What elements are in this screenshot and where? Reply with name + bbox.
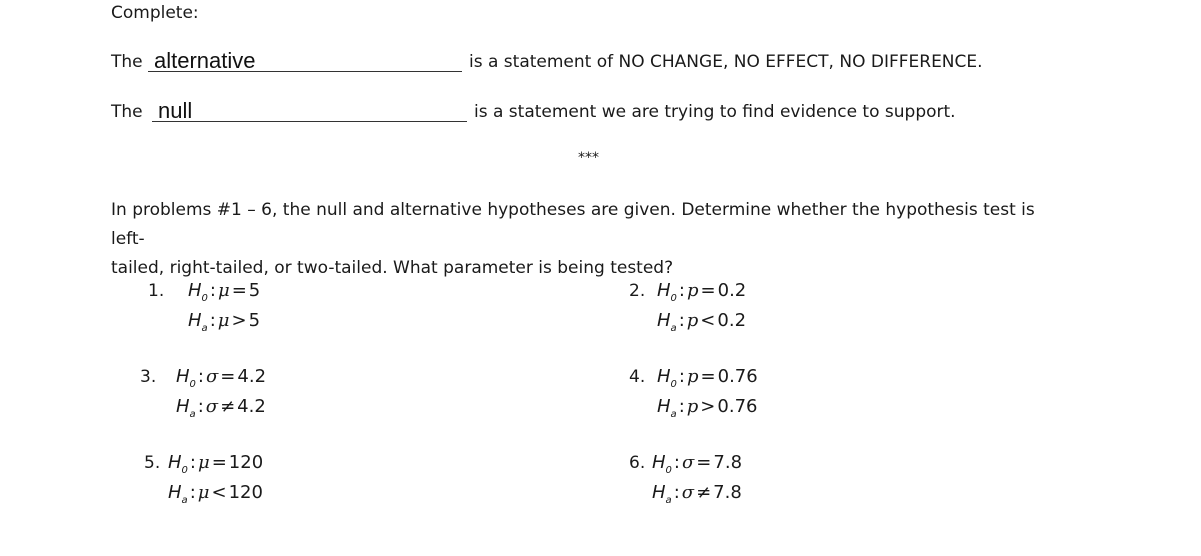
fill-in-2-suffix: is a statement we are trying to find evidence to support. — [474, 102, 956, 122]
parameter-symbol: p — [686, 396, 699, 417]
hypothesis-value: 5 — [248, 310, 261, 331]
colon: : — [673, 452, 680, 473]
problem-3-number: 3. — [140, 367, 157, 387]
hypothesis-value: 0.76 — [717, 396, 758, 417]
hypothesis-subscript: 0 — [201, 293, 208, 304]
relation-operator: < — [211, 482, 227, 503]
parameter-symbol: μ — [198, 452, 210, 473]
hypothesis-value: 120 — [228, 482, 263, 503]
problem-5-number: 5. — [144, 453, 161, 473]
fill-in-1-suffix: is a statement of NO CHANGE, NO EFFECT, NO DIFFERENCE. — [469, 52, 983, 72]
parameter-symbol: p — [687, 366, 699, 387]
parameter-symbol: μ — [197, 482, 210, 503]
hypothesis-symbol: H — [652, 482, 666, 503]
hypothesis-subscript: 0 — [181, 465, 188, 476]
colon: : — [189, 452, 196, 473]
problem-1-number: 1. — [148, 281, 165, 301]
problem-1-alt-hypothesis — [188, 312, 260, 334]
colon: : — [189, 482, 196, 503]
relation-operator: ≠ — [220, 396, 236, 417]
hypothesis-symbol: H — [176, 366, 190, 387]
relation-operator: < — [700, 310, 716, 331]
hypothesis-value: 0.76 — [717, 366, 758, 387]
heading: Complete: — [111, 3, 199, 23]
instructions-line-1: In problems #1 – 6, the null and alternative hypotheses are given. Determine whether the hypothesis test is left- — [111, 200, 1035, 249]
parameter-symbol: μ — [218, 280, 230, 301]
colon: : — [678, 396, 685, 417]
hypothesis-symbol: H — [657, 280, 671, 301]
hypothesis-subscript: a — [201, 323, 208, 334]
problem-6-alt-hypothesis — [652, 484, 742, 506]
relation-operator: = — [696, 452, 712, 473]
instructions — [111, 196, 1071, 283]
hypothesis-subscript: 0 — [670, 379, 677, 390]
colon: : — [673, 482, 680, 503]
parameter-symbol: σ — [206, 366, 219, 387]
separator: *** — [578, 150, 599, 166]
colon: : — [209, 310, 216, 331]
parameter-symbol: σ — [681, 482, 695, 503]
fill-in-1-prefix: The — [111, 52, 143, 72]
colon: : — [678, 280, 685, 301]
colon: : — [678, 310, 685, 331]
problem-4-alt-hypothesis — [657, 398, 757, 420]
hypothesis-symbol: H — [652, 452, 666, 473]
hypothesis-subscript: a — [665, 495, 672, 506]
hypothesis-subscript: 0 — [670, 293, 677, 304]
problem-2-null-hypothesis — [657, 282, 746, 304]
hypothesis-value: 7.8 — [713, 482, 742, 503]
hypothesis-symbol: H — [168, 482, 182, 503]
hypothesis-subscript: 0 — [665, 465, 672, 476]
hypothesis-symbol: H — [188, 310, 202, 331]
colon: : — [197, 366, 204, 387]
colon: : — [678, 366, 685, 387]
relation-operator: = — [700, 366, 716, 387]
relation-operator: ≠ — [696, 482, 712, 503]
problem-6-number: 6. — [629, 453, 646, 473]
relation-operator: = — [211, 452, 227, 473]
hypothesis-subscript: 0 — [189, 379, 196, 390]
fill-in-1-answer[interactable]: alternative — [148, 50, 462, 72]
problem-2-alt-hypothesis — [657, 312, 746, 334]
parameter-symbol: σ — [205, 396, 219, 417]
problem-4-null-hypothesis — [657, 368, 758, 390]
hypothesis-symbol: H — [657, 366, 671, 387]
relation-operator: > — [700, 396, 716, 417]
parameter-symbol: p — [687, 280, 699, 301]
hypothesis-subscript: a — [189, 409, 196, 420]
hypothesis-subscript: a — [181, 495, 188, 506]
fill-in-2-answer[interactable]: null — [152, 100, 467, 122]
colon: : — [209, 280, 216, 301]
parameter-symbol: p — [686, 310, 699, 331]
parameter-symbol: μ — [217, 310, 230, 331]
hypothesis-symbol: H — [657, 396, 671, 417]
relation-operator: = — [700, 280, 716, 301]
hypothesis-value: 0.2 — [717, 280, 747, 301]
hypothesis-value: 0.2 — [717, 310, 747, 331]
instructions-line-2: tailed, right-tailed, or two-tailed. What parameter is being tested? — [111, 258, 674, 278]
problem-2-number: 2. — [629, 281, 646, 301]
parameter-symbol: σ — [682, 452, 695, 473]
hypothesis-value: 5 — [248, 280, 261, 301]
relation-operator: = — [231, 280, 247, 301]
colon: : — [197, 396, 204, 417]
hypothesis-subscript: a — [670, 323, 677, 334]
problem-3-null-hypothesis — [176, 368, 266, 390]
problem-3-alt-hypothesis — [176, 398, 266, 420]
fill-in-2-prefix: The — [111, 102, 143, 122]
hypothesis-subscript: a — [670, 409, 677, 420]
relation-operator: > — [231, 310, 247, 331]
problem-4-number: 4. — [629, 367, 646, 387]
problem-5-alt-hypothesis — [168, 484, 263, 506]
hypothesis-value: 4.2 — [237, 366, 267, 387]
hypothesis-symbol: H — [657, 310, 671, 331]
hypothesis-value: 7.8 — [713, 452, 743, 473]
hypothesis-symbol: H — [188, 280, 202, 301]
hypothesis-value: 4.2 — [237, 396, 266, 417]
problem-6-null-hypothesis — [652, 454, 742, 476]
hypothesis-value: 120 — [228, 452, 264, 473]
relation-operator: = — [220, 366, 236, 387]
hypothesis-symbol: H — [168, 452, 182, 473]
problem-5-null-hypothesis — [168, 454, 263, 476]
hypothesis-symbol: H — [176, 396, 190, 417]
problem-1-null-hypothesis — [188, 282, 260, 304]
